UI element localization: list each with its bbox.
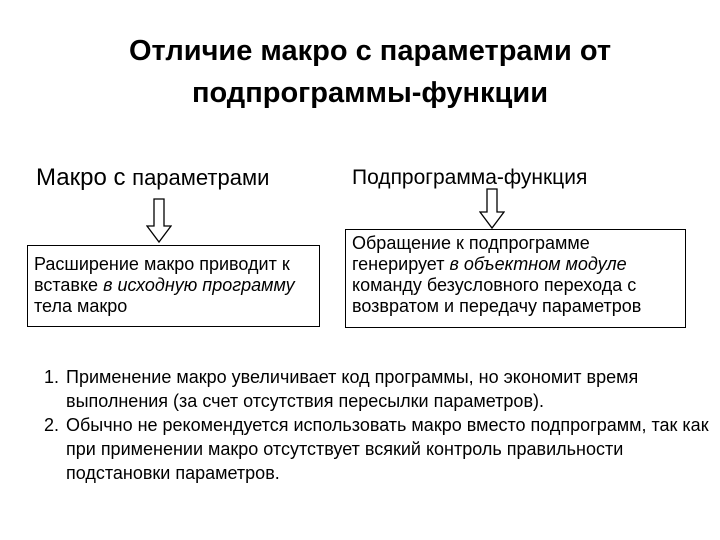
function-text-end: команду безусловного перехода с возвратом и передачу параметров: [352, 275, 642, 316]
list-item: 1. Применение макро увеличивает код программы, но экономит время выполнения (за счет отсутствия пересылки параметров).: [64, 365, 720, 413]
down-arrow-icon: [479, 188, 505, 230]
down-arrow-icon: [146, 198, 172, 244]
left-heading-main: Макро с: [36, 164, 126, 191]
function-text-italic: в объектном модуле: [449, 254, 627, 274]
macro-text-italic: в исходную программу: [103, 275, 295, 295]
macro-text: Расширение макро приводит к вставке: [34, 254, 290, 295]
notes-list: [36, 365, 720, 485]
function-description-box: [345, 229, 686, 328]
title-line-2: подпрограммы-функции: [191, 77, 549, 109]
macro-text-end: тела макро: [34, 296, 128, 316]
right-column-heading: Подпрограмма-функция: [352, 166, 588, 189]
slide-title: [60, 30, 680, 114]
function-text: Обращение к подпрограмме генерирует: [352, 233, 590, 274]
macro-description-box: [27, 245, 320, 327]
left-heading-small: параметрами: [132, 165, 270, 190]
title-line-1: Отличие макро с параметрами от: [128, 35, 612, 67]
list-item: 2. Обычно не рекомендуется использовать макро вместо подпрограмм, так как при применении макро отсутствует всякий контроль правильности подстановки параметров.: [64, 413, 720, 485]
left-column-heading: [36, 163, 269, 193]
